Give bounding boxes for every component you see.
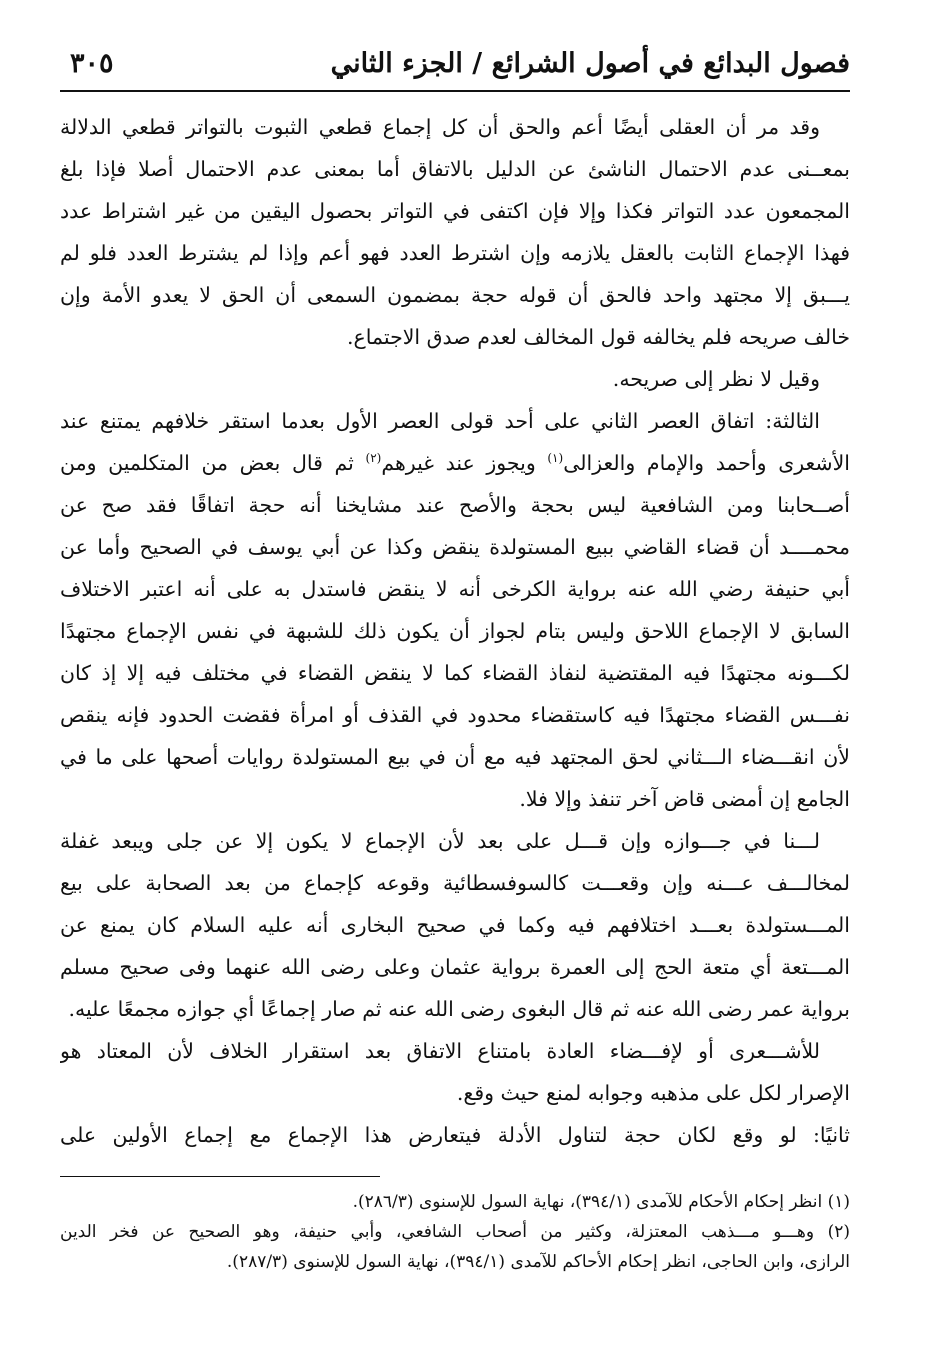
text-line: لمخالـــف عـــنه وإن وقعـــت كالسوفسطائية وقوعه كإجماع من بعد الصحابة على بيع [60, 871, 850, 895]
text-line: خالف صريحه فلم يخالفه قول المخالف لعدم صدق الاجتماع. [347, 325, 850, 349]
text-line: نفـــس القضاء مجتهدًا فيه كاستقضاء محدود في القذف أو امرأة فقضت الحدود فإنه ينقص [60, 703, 850, 727]
footnote-1: (١) انظر إحكام الأحكام للآمدى (٣٩٤/١)، نهاية السول للإسنوى (٢٨٦/٣). [352, 1192, 850, 1212]
text-line: المـــتعة أي متعة الحج إلى العمرة برواية عثمان وعلى رضى الله عنهما وفى صحيح مسلم [60, 955, 850, 979]
text-line: لـــنا في جـــوازه وإن قـــل على بعد لأن الإجماع لا يكون إلا عن جلى ويبعد غفلة [60, 829, 820, 853]
footnote-2: (٢) وهـــو مـــذهب المعتزلة، وكثير من أصحاب الشافعي، وأبي حنيفة، وهو الصحيح عن فخر الدين [60, 1222, 850, 1242]
text-line: أبي حنيفة رضي الله عنه برواية الكرخى أنه لا ينقض فاستدل به على أنه اعتبر الاختلاف [60, 577, 850, 601]
text-line: ثانيًا: لو وقع لكان حجة لتناول الأدلة فيتعارض هذا الإجماع مع إجماع الأولين على [60, 1123, 850, 1147]
footnote-divider [60, 1176, 380, 1177]
text-line: المجمعون عدد التواتر فكذا وإلا فإن اكتفى في التواتر بحصول اليقين من غير اشتراط عدد [60, 199, 850, 223]
text-segment: ويجوز عند غيرهم [381, 451, 548, 475]
page-number: ٣٠٥ [70, 48, 114, 79]
footnote-2-cont: الرازى، وابن الحاجى، انظر إحكام الأحاكم للآمدى (٣٩٤/١)، نهاية السول للإسنوى (٢٨٧/٣). [226, 1252, 850, 1272]
text-line-with-footnote-refs [60, 442, 850, 484]
book-page [60, 40, 850, 1340]
text-line: فهذا الإجماع الثابت بالعقل يلازمه وإن اشترط العدد فهو أعم وإذا لم يشترط العدد فلو لم [60, 241, 850, 265]
text-line: للأشـــعرى أو لإفـــضاء العادة بامتناع الاتفاق بعد استقرار الخلاف لأن المعتاد هو [60, 1039, 820, 1063]
text-line: وقيل لا نظر إلى صريحه. [612, 367, 820, 391]
text-line: الإصرار لكل على مذهبه وجوابه لمنع حيث وقع. [456, 1081, 850, 1105]
text-segment: ثم قال بعض من المتكلمين ومن [60, 451, 366, 475]
text-line: يـــبق إلا مجتهد واحد فالحق أن قوله حجة بمضمون السمعى أن الحق لا يعدو الأمة وإن [60, 283, 850, 307]
main-text [60, 106, 850, 1156]
text-line: وقد مر أن العقلى أيضًا أعم والحق أن كل إجماع قطعي الثبوت بالتواتر قطعي الدلالة [60, 115, 820, 139]
footnote-ref-2[interactable]: (٢) [365, 451, 382, 466]
text-line: بمعــنى عدم الاحتمال الناشئ عن الدليل بالاتفاق أما بمعنى عدم الاحتمال أصلا فإذا بلغ [60, 157, 850, 181]
book-title: فصول البدائع في أصول الشرائع / الجزء الثاني [330, 48, 850, 79]
text-line: المـــستولدة بعـــد اختلافهم فيه وكما في صحيح البخارى أنه عليه السلام كان يمنع عن [60, 913, 850, 937]
text-line: السابق لا الإجماع اللاحق وليس بتام لجواز أن يكون ذلك للشبهة في نفس الإجماع مجتهدًا [60, 619, 850, 643]
text-line: برواية عمر رضى الله عنه ثم قال البغوى رضى الله عنه ثم صار إجماعًا أي جوازه مجمعًا عليه. [68, 997, 850, 1021]
text-segment: الأشعرى وأحمد والإمام والعزالى [563, 451, 850, 475]
footnote-ref-1[interactable]: (١) [547, 451, 564, 466]
text-line: الثالثة: اتفاق العصر الثاني على أحد قولى العصر الأول بعدما استقر خلافهم يمتنع عند [60, 409, 820, 433]
running-header [60, 40, 850, 92]
text-line: لأن انقـــضاء الـــثاني لحق المجتهد فيه مع أن في بيع المستولدة روايات أصحها على ما في [60, 745, 850, 769]
text-line: محمــــد أن قضاء القاضي ببيع المستولدة ينقض وكذا عن أبي يوسف في الصحيح وأما عن [60, 535, 850, 559]
text-line: الجامع إن أمضى قاض آخر تنفذ وإلا فلا. [519, 787, 850, 811]
text-line: أصــحابنا ومن الشافعية ليس بحجة والأصح عند مشايخنا أنه حجة اتفاقًا فقد صح عن [60, 493, 850, 517]
footnotes [60, 1187, 850, 1277]
text-line: لكـــونه مجتهدًا فيه المقتضية لنفاذ القضاء كما لا ينقض القضاء في مختلف فيه إلا إذ كان [60, 661, 850, 685]
